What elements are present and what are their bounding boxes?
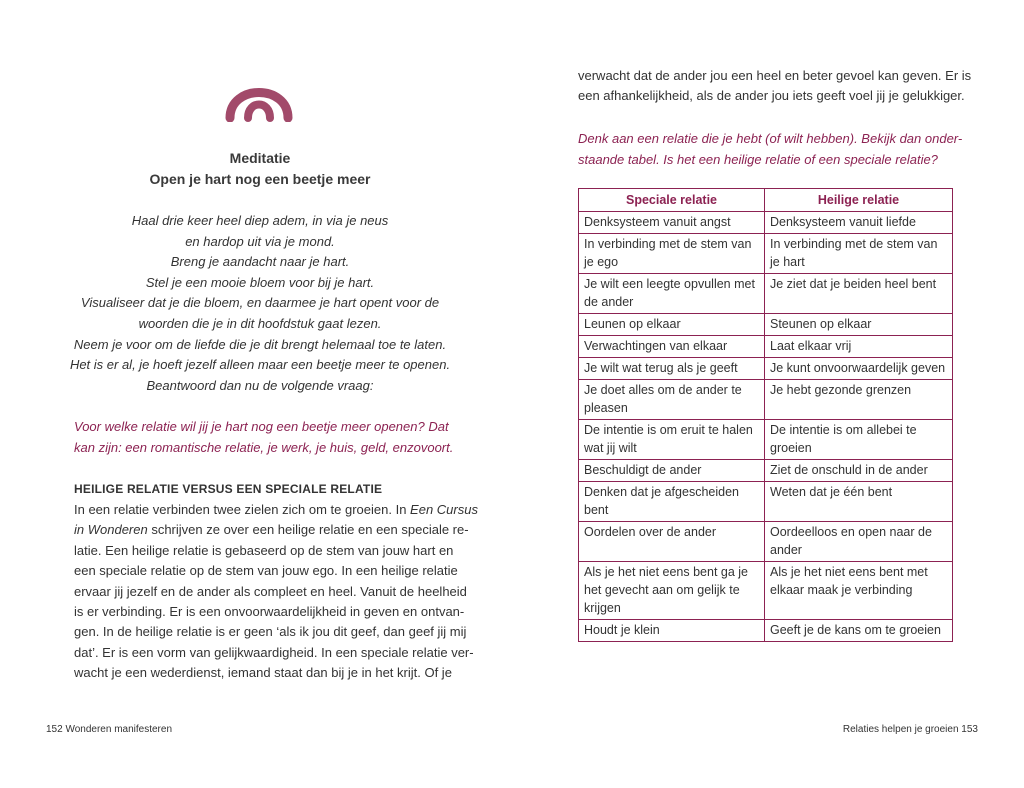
poem-line: Neem je voor om de liefde die je dit brengt helemaal toe te laten. (73, 336, 447, 352)
meditation-heading (74, 148, 446, 190)
table-cell: Beschuldigt de ander (579, 460, 765, 482)
table-cell: Houdt je klein (579, 620, 765, 642)
relation-table (578, 188, 953, 642)
table-row (579, 358, 953, 380)
table-cell: Ziet de onschuld in de ander (765, 460, 953, 482)
meditation-subtitle: Open je hart nog een beetje meer (149, 171, 371, 187)
table-cell: Als je het niet eens bent ga je het gevecht aan om gelijk te krijgen (579, 562, 765, 620)
table-cell: Oordelen over de ander (579, 522, 765, 562)
reflection-question (74, 416, 454, 458)
right-page (512, 0, 1024, 788)
table-cell: Je wilt een leegte opvullen met de ander (579, 274, 765, 314)
table-cell: Denken dat je afgescheiden bent (579, 482, 765, 522)
poem-line: Breng je aandacht naar je hart. (170, 254, 350, 270)
question-line: kan zijn: een romantische relatie, je werk, je huis, geld, enzovoort. (74, 440, 454, 455)
body-text (578, 66, 972, 107)
table-cell: Je doet alles om de ander te pleasen (579, 380, 765, 420)
table-row (579, 380, 953, 420)
poem-line: Beantwoord dan nu de volgende vraag: (146, 377, 374, 393)
table-row (579, 482, 953, 522)
table-cell: Denksysteem vanuit liefde (765, 212, 953, 234)
poem-line: woorden die je in dit hoofdstuk gaat lezen. (138, 315, 382, 331)
table-header-row (579, 189, 953, 212)
question-line: staande tabel. Is het een heilige relatie of een speciale relatie? (578, 152, 938, 167)
table-row (579, 460, 953, 482)
page-footer-right: Relaties helpen je groeien 153 (842, 724, 978, 735)
column-header-special: Speciale relatie (579, 189, 765, 212)
body-line: een afhankelijkheid, als de ander jou iets geeft voel jij je gelukkiger. (578, 88, 965, 104)
table-cell: Steunen op elkaar (765, 314, 953, 336)
body-line: wacht je een wederdienst, iemand staat dan bij je in het krijt. Of je (74, 665, 452, 681)
table-row (579, 420, 953, 460)
body-line: een speciale relatie op de stem van jouw ego. In een heilige relatie (74, 563, 458, 579)
body-line: verwacht dat de ander jou een heel en beter gevoel kan geven. Er is (578, 68, 972, 83)
table-row (579, 212, 953, 234)
poem-line: Stel je een mooie bloem voor bij je hart. (145, 274, 375, 290)
body-line: ervaar jij jezelf en de ander als compleet en heel. Vanuit de heelheid (74, 583, 467, 599)
body-line: gen. In de heilige relatie is er geen ‘als ik jou dit geef, dan geef jij mij (74, 624, 467, 640)
table-cell: Leunen op elkaar (579, 314, 765, 336)
page-footer-left: 152 Wonderen manifesteren (46, 724, 173, 735)
question-line: Denk aan een relatie die je hebt (of wilt hebben). Bekijk dan onder- (578, 131, 963, 146)
body-line: in Wonderen schrijven ze over een heilige relatie en een speciale re- (74, 522, 469, 538)
poem-line: Het is er al, je hoeft jezelf alleen maar een beetje meer te openen. (69, 357, 451, 373)
table-cell: Je wilt wat terug als je geeft (579, 358, 765, 380)
body-line: is er verbinding. Er is een onvoorwaardelijkheid in geven en ontvan- (74, 604, 465, 620)
table-cell: Je kunt onvoorwaardelijk geven (765, 358, 953, 380)
table-row (579, 234, 953, 274)
table-row (579, 522, 953, 562)
table-row (579, 562, 953, 620)
table-cell: Denksysteem vanuit angst (579, 212, 765, 234)
table-row (579, 620, 953, 642)
meditation-title: Meditatie (229, 150, 291, 166)
table-cell: Weten dat je één bent (765, 482, 953, 522)
table-cell: Je ziet dat je beiden heel bent (765, 274, 953, 314)
table-cell: Je hebt gezonde grenzen (765, 380, 953, 420)
table-cell: Laat elkaar vrij (765, 336, 953, 358)
table-cell: Oordeelloos en open naar de ander (765, 522, 953, 562)
table-row (579, 274, 953, 314)
column-header-holy: Heilige relatie (765, 189, 953, 212)
poem-line: Haal drie keer heel diep adem, in via je neus (131, 213, 389, 228)
body-text (74, 500, 478, 684)
table-cell: In verbinding met de stem van je hart (765, 234, 953, 274)
table-cell: Verwachtingen van elkaar (579, 336, 765, 358)
table-cell: Als je het niet eens bent met elkaar maak je verbinding (765, 562, 953, 620)
body-line: latie. Een heilige relatie is gebaseerd op de stem van jouw hart en (74, 542, 454, 558)
table-cell: In verbinding met de stem van je ego (579, 234, 765, 274)
table-cell: De intentie is om allebei te groeien (765, 420, 953, 460)
section-heading: HEILIGE RELATIE VERSUS EEN SPECIALE RELATIE (74, 482, 383, 496)
table-question (578, 128, 963, 170)
table-cell: Geeft je de kans om te groeien (765, 620, 953, 642)
table-row (579, 336, 953, 358)
rainbow-icon (224, 70, 294, 122)
body-line: dat’. Er is een vorm van gelijkwaardigheid. In een speciale relatie ver- (74, 644, 474, 660)
question-line: Voor welke relatie wil jij je hart nog een beetje meer openen? Dat (74, 419, 449, 434)
body-line: In een relatie verbinden twee zielen zich om te groeien. In Een Cursus (74, 502, 478, 517)
table-cell: De intentie is om eruit te halen wat jij wilt (579, 420, 765, 460)
poem-line: Visualiseer dat je die bloem, en daarmee je hart opent voor de (80, 295, 440, 311)
table-row (579, 314, 953, 336)
meditation-poem (60, 211, 460, 396)
poem-line: en hardop uit via je mond. (185, 233, 335, 249)
